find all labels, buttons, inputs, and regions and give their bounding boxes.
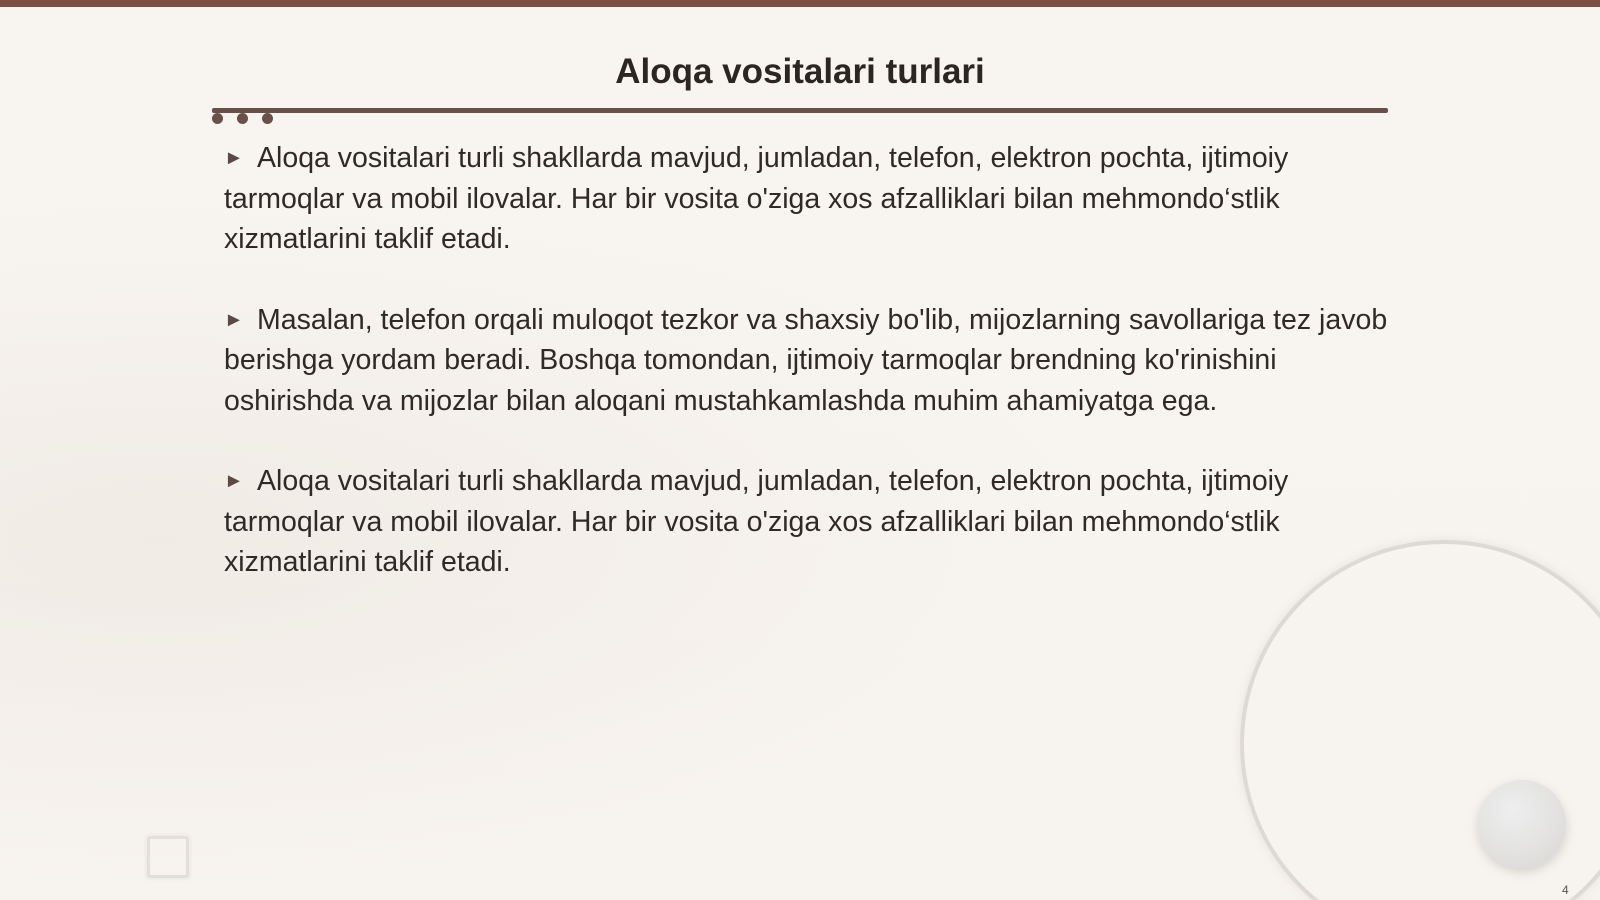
bullet-paragraph-3 — [224, 461, 1394, 583]
slide-title: Aloqa vositalari turlari — [615, 52, 985, 91]
dot-icon — [237, 113, 248, 124]
triangle-right-icon: ► — [224, 147, 244, 169]
sphere-icon — [1478, 780, 1566, 868]
page-number: 4 — [1562, 883, 1569, 897]
title-underline — [212, 108, 1388, 113]
triangle-right-icon: ► — [224, 470, 244, 492]
paragraph-text: Masalan, telefon orqali muloqot tezkor va shaxsiy bo'lib, mijozlarning savollariga tez javob berishga yordam beradi. Boshqa tomondan, ijtimoiy tarmoqlar brendning ko'rinishini oshirishda va mijozlar bilan aloqani mustahkamlashda muhim ahamiyatga ega. — [224, 303, 1388, 417]
square-outline-icon — [147, 836, 189, 878]
paragraph-text: Aloqa vositalari turli shakllarda mavjud, jumladan, telefon, elektron pochta, ijtimoiy tarmoqlar va mobil ilovalar. Har bir vosita o'ziga xos afzalliklari bilan mehmondo‘stlik xizmatlarini taklif etadi. — [224, 465, 1289, 578]
top-accent-bar — [0, 0, 1600, 7]
dot-icon — [212, 113, 223, 124]
bullet-paragraph-2 — [224, 300, 1394, 422]
paragraph-text: Aloqa vositalari turli shakllarda mavjud, jumladan, telefon, elektron pochta, ijtimoiy tarmoqlar va mobil ilovalar. Har bir vosita o'ziga xos afzalliklari bilan mehmondo‘stlik xizmatlarini taklif etadi. — [224, 142, 1289, 255]
bullet-paragraph-1 — [224, 138, 1394, 260]
slide-body — [224, 138, 1394, 623]
dot-icon — [262, 113, 273, 124]
triangle-right-icon: ► — [224, 308, 244, 331]
